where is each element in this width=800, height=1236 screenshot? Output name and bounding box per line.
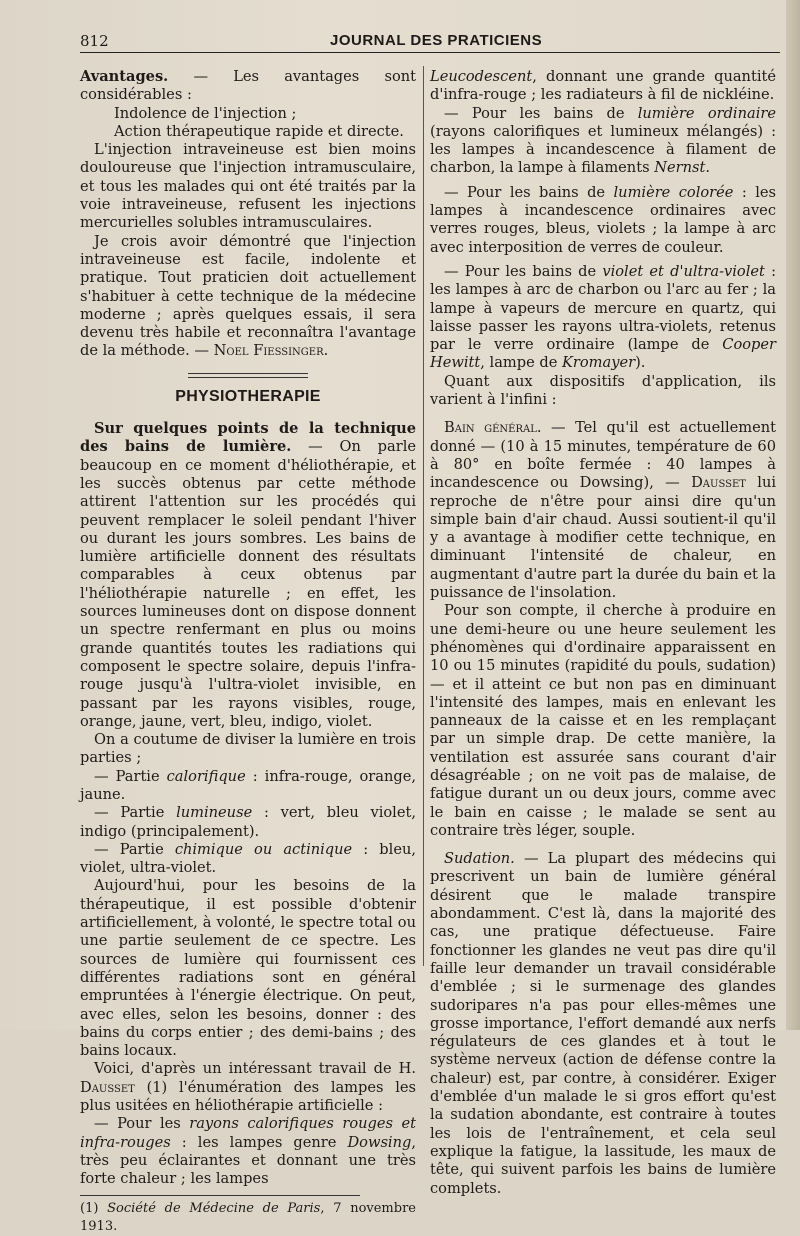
column-divider bbox=[423, 66, 424, 966]
article-title: Sur quelques points de la technique des bains de lumière. bbox=[80, 420, 416, 456]
list-item: — Pour les bains de violet et d'ultra-violet : les lampes à arc de charbon ou l'arc au fer ; la lampe à vapeurs de mercure en quartz, qui laisse passer les rayons ultra-violets, retenus par le verre ordinaire (lampe de Cooper Hewitt, lampe de Kromayer). bbox=[430, 262, 776, 372]
header-rule bbox=[80, 52, 780, 53]
paragraph: Indolence de l'injection ; bbox=[114, 104, 297, 122]
right-column bbox=[430, 68, 776, 1198]
paragraph: Je crois avoir démontré que l'injection intraveineuse est facile, indolente et pratique. Tout praticien doit actuellement s'habituer à cette technique de la médecine moderne ; après quelques essais, il sera devenu très habile et reconnaîtra l'avantage de la méthode. — Noel Fiessinger. bbox=[80, 232, 416, 360]
paragraph: L'injection intraveineuse est bien moins douloureuse que l'injection intramusculaire, et tous les malades qui ont été traités par la voie intraveineuse, refusent les injections mercurielles solubles intramusculaires. bbox=[80, 141, 416, 232]
list-item: — Pour les bains de lumière ordinaire (rayons calorifiques et lumineux mélangés) : les lampes à incandescence à filament de charbon, la lampe à filaments Nernst. bbox=[430, 104, 776, 177]
footnote: (1) Société de Médecine de Paris, 7 novembre 1913. bbox=[80, 1200, 416, 1234]
list-item: — Pour les rayons calorifiques rouges et infra-rouges : les lampes genre Dowsing, très peu éclairantes et donnant une très forte chaleur ; les lampes bbox=[80, 1115, 416, 1188]
paragraph: Quant aux dispositifs d'application, ils varient à l'infini : bbox=[430, 372, 776, 409]
paragraph: Action thérapeutique rapide et directe. bbox=[114, 122, 404, 140]
paragraph: Avantages. — Les avantages sont considérables : bbox=[80, 68, 416, 104]
paragraph: Leucodescent, donnant une grande quantité d'infra-rouge ; les radiateurs à fil de nickléine. bbox=[430, 68, 776, 104]
paragraph: Sudation. — La plupart des médecins qui prescrivent un bain de lumière général désirent que le malade transpire abondamment. C'est là, dans la majorité des cas, une pratique défectueuse. Faire fonctionner les glandes ne veut pas dire qu'il faille leur demander un travail considérable d'emblée ; si le surmenage des glandes sudoripares n'a pas pour elles-mêmes une grosse importance, l'effort demandé aux nerfs régulateurs de ces glandes et à tout le système nerveux (action de défense contre la chaleur) est, par contre, à considérer. Exiger d'emblée d'un malade le si gros effort qu'est la sudation abondante, est contraire à toutes les lois de l'entraînement, et cela seul explique la fatigue, la lassitude, les maux de tête, qui suivent parfois les bains de lumière complets. bbox=[430, 850, 776, 1197]
page-number: 812 bbox=[80, 32, 109, 50]
section-separator bbox=[188, 373, 308, 378]
paragraph: Pour son compte, il cherche à produire en une demi-heure ou une heure seulement les phénomènes qui d'ordinaire apparaissent en 10 ou 15 minutes (rapidité du pouls, sudation) — et il atteint ce but non pas en diminuant l'intensité des lampes, mais en enlevant les panneaux de la caisse et en les remplaçant par un simple drap. De cette manière, la ventilation est assurée sans courant d'air désagréable ; on ne voit pas de malaise, de fatigue durant un ou deux jours, comme avec le bain en caisse ; le malade se sent au contraire très léger, souple. bbox=[430, 602, 776, 839]
footnote-rule bbox=[80, 1195, 360, 1196]
list-item: — Partie calorifique : infra-rouge, orange, jaune. bbox=[80, 767, 416, 803]
list-item: — Pour les bains de lumière colorée : les lampes à incandescence ordinaires avec verres rouges, bleus, violets ; la lampe à arc avec interposition de verres de couleur. bbox=[430, 183, 776, 256]
paragraph: Voici, d'après un intéressant travail de H. Dausset (1) l'énumération des lampes les plus usitées en héliothérapie artificielle : bbox=[80, 1060, 416, 1115]
section-title: PHYSIOTHERAPIE bbox=[175, 387, 321, 405]
running-header bbox=[80, 22, 780, 50]
journal-title: JOURNAL DES PRATICIENS bbox=[330, 32, 543, 49]
paragraph: Aujourd'hui, pour les besoins de la thérapeutique, il est possible d'obtenir artificiellement, à volonté, le spectre total ou une partie seulement de ce spectre. Les sources de lumière qui fournissent ces différentes radiations sont en général empruntées à l'énergie électrique. On peut, avec elles, selon les besoins, donner : des bains du corps entier ; des demi-bains ; des bains locaux. bbox=[80, 877, 416, 1060]
list-item: — Partie chimique ou actinique : bleu, violet, ultra-violet. bbox=[80, 840, 416, 877]
left-column bbox=[80, 68, 416, 1236]
page-edge bbox=[786, 0, 800, 1030]
paragraph: On a coutume de diviser la lumière en trois parties ; bbox=[80, 731, 416, 767]
article-paragraph: Sur quelques points de la technique des bains de lumière. — On parle beaucoup en ce moment d'héliothérapie, et les succès obtenus par cette méthode attirent l'attention sur les procédés qui peuvent remplacer le soleil pendant l'hiver ou durant les jours sombres. Les bains de lumière artificielle donnent des résultats comparables à ceux obtenus par l'héliothérapie naturelle ; en effet, les sources lumineuses dont on dispose donnent un spectre renfermant en plus ou moins grande quantités toutes les radiations qui composent le spectre solaire, depuis l'infra-rouge jusqu'à l'ultra-violet invisible, en passant par les rayons visibles, rouge, orange, jaune, vert, bleu, indigo, violet. bbox=[80, 420, 416, 730]
list-item: — Partie lumineuse : vert, bleu violet, indigo (principalement). bbox=[80, 804, 416, 840]
author-signature: Noel Fiessinger. bbox=[213, 342, 329, 360]
paragraph: Bain général. — Tel qu'il est actuellement donné — (10 à 15 minutes, température de 60 à 80° en boîte fermée : 40 lampes à incandescence ou Dowsing), — Dausset lui reproche de n'être pour ainsi dire qu'un simple bain d'air chaud. Aussi soutient-il qu'il y a avantage à modifier cette technique, en diminuant l'intensité de chaleur, en augmentant d'autre part la durée du bain et la puissance de l'insolation. bbox=[430, 419, 777, 602]
